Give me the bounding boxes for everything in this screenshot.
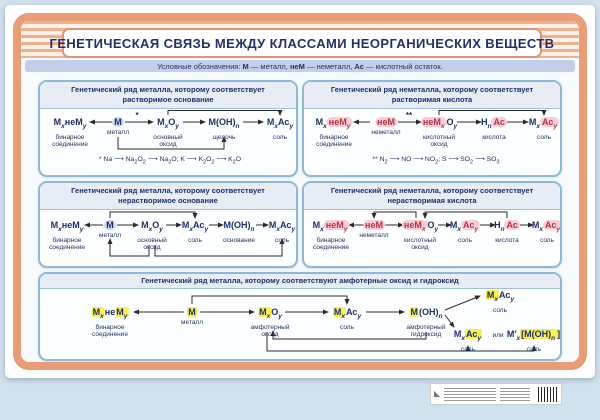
node-binary-compound: $М_x$ неМ$_y$ бинарное соединение (315, 117, 352, 148)
fine-print-lines (500, 388, 530, 401)
node-basic-oxide: $М_xO_y$ основный оксид (137, 220, 167, 251)
node-label: амфотерный гидроксид (406, 323, 446, 338)
node-salt: $М_xАс_y$ соль (266, 117, 294, 141)
node-label: кислотный оксид (404, 236, 436, 251)
node-label: соль (540, 236, 554, 244)
fine-print-lines (444, 388, 496, 401)
node-acid: $H_n$ Ас кислота (494, 220, 519, 244)
publisher-logo-icon: ◣ (434, 389, 441, 398)
node-label: металл (99, 232, 121, 239)
node-label: соль (273, 133, 287, 141)
node-nonmetal: неМ неметалл (359, 220, 389, 239)
node-salt: $М_xАс_y$ соль (486, 290, 515, 314)
poster-title-box (49, 28, 555, 58)
node-salt: $М_x$ $Ас_y$ соль (531, 220, 561, 244)
diagram-nonmetal-insoluble-acid (304, 210, 560, 267)
panel-footnote: * Na ⟶ $Na_2O_2$ ⟶ $Na_2O$; K ⟶ $K_2O_2$ ⟶ $K_2O$ (98, 156, 242, 166)
node-label: соль (461, 345, 475, 353)
node-label: основание (223, 236, 255, 244)
node-salt: $М_xАс_y$ соль (453, 329, 482, 353)
node-label: бинарное соединение (92, 323, 128, 338)
panel-header: Генетический ряд металла, которому соответствуют амфотерные оксид и гидроксид (40, 274, 560, 289)
node-label: соль (188, 236, 202, 244)
panel-header: Генетический ряд неметалла, которому соответствует нерастворимая кислота (304, 183, 560, 210)
node-label: амфотерный оксид (250, 323, 290, 338)
node-label: неметалл (371, 129, 401, 136)
node-metal: М металл (181, 307, 203, 326)
node-label: соль (275, 236, 289, 244)
poster-title: ГЕНЕТИЧЕСКАЯ СВЯЗЬ МЕЖДУ КЛАССАМИ НЕОРГАНИЧЕСКИХ ВЕЩЕСТВ (49, 35, 555, 51)
node-base: $М(OH)_n$ основание (223, 220, 255, 244)
panel-metal-insoluble-base (38, 181, 298, 268)
node-salt: $М_x$ $Ас_y$ соль (528, 117, 558, 141)
footnote-mark: * (135, 111, 139, 120)
node-metal: М металл (99, 220, 121, 239)
node-label: соль (537, 133, 551, 141)
publisher-sticker (430, 383, 562, 405)
panel-header: Генетический ряд металла, которому соответствует растворимое основание (40, 82, 296, 109)
node-acid: $H_n$ Ас кислота (481, 117, 506, 141)
node-label: бинарное соединение (316, 133, 352, 148)
node-metal: М металл (107, 117, 129, 136)
node-label: неметалл (359, 232, 389, 239)
node-binary-compound: $М_x$ неМ$_y$ бинарное соединение (312, 220, 349, 251)
panel-nonmetal-soluble-acid (302, 80, 562, 177)
node-label: основный оксид (137, 236, 167, 251)
node-label: металл (107, 129, 129, 136)
node-label: бинарное соединение (52, 133, 88, 148)
barcode (538, 387, 558, 402)
node-label: соль (458, 236, 472, 244)
node-salt: $М_xАс_y$ соль (268, 220, 296, 244)
node-amphoteric-hydroxide: $М(OH)_n$ амфотерный гидроксид (406, 307, 446, 338)
node-acid-oxide: неМ$_x$ $O_y$ кислотный оксид (422, 117, 458, 148)
panel-header: Генетический ряд неметалла, которому соответствует растворимая кислота (304, 82, 560, 109)
node-label: соль (527, 345, 541, 353)
node-alkali: $М(OH)_n$ щелочь (208, 117, 240, 141)
node-nonmetal: неМ неметалл (371, 117, 401, 136)
legend-text: Условные обозначения: М — металл, неМ — неметалл, Ас — кислотный остаток. (157, 61, 443, 71)
panel-nonmetal-insoluble-acid (302, 181, 562, 268)
node-complex-salt: $М'_x[М(OH)_n$ ] соль (506, 329, 561, 353)
diagram-metal-amphoteric (40, 289, 560, 360)
node-label: кислота (482, 133, 506, 141)
diagram-metal-soluble-base (40, 109, 296, 176)
panel-footnote: ** $N_2$ ⟶ NO ⟶ $NO_2$; S ⟶ $SO_2$ ⟶ $SO_3$ (372, 156, 500, 166)
node-label: щелочь (212, 133, 236, 141)
node-label: соль (493, 306, 507, 314)
diagram-nonmetal-soluble-acid (304, 109, 560, 176)
node-acid-oxide: неМ$_x$ $O_y$ кислотный оксид (403, 220, 439, 251)
node-salt: $М_x$ $Ас_y$ соль (449, 220, 479, 244)
panel-metal-soluble-base (38, 80, 298, 177)
node-amphoteric-oxide: $М_xO_y$ амфотерный оксид (250, 307, 290, 338)
node-basic-oxide: $М_xO_y$ основный оксид (153, 117, 183, 148)
panel-header: Генетический ряд металла, которому соответствует нерастворимое основание (40, 183, 296, 210)
node-binary-compound: $М_xнеМ_y$ бинарное соединение (49, 220, 85, 251)
node-label: соль (340, 323, 354, 331)
node-or-text: или (492, 332, 504, 339)
diagram-metal-insoluble-base (40, 210, 296, 267)
node-label: кислота (495, 236, 519, 244)
node-label: бинарное соединение (313, 236, 349, 251)
node-label: бинарное соединение (49, 236, 85, 251)
legend-band (25, 60, 575, 72)
node-binary-compound: $М_xнеМ_y$ бинарное соединение (92, 307, 128, 338)
node-label: основный оксид (153, 133, 183, 148)
node-salt: $М_xАс_y$ соль (181, 220, 209, 244)
node-label: металл (181, 319, 203, 326)
node-salt: $М_xАс_y$ соль (333, 307, 362, 331)
footnote-mark: ** (405, 111, 413, 120)
node-label: кислотный оксид (423, 133, 455, 148)
node-binary-compound: $М_xнеМ_y$ бинарное соединение (52, 117, 88, 148)
panel-metal-amphoteric (38, 272, 562, 361)
